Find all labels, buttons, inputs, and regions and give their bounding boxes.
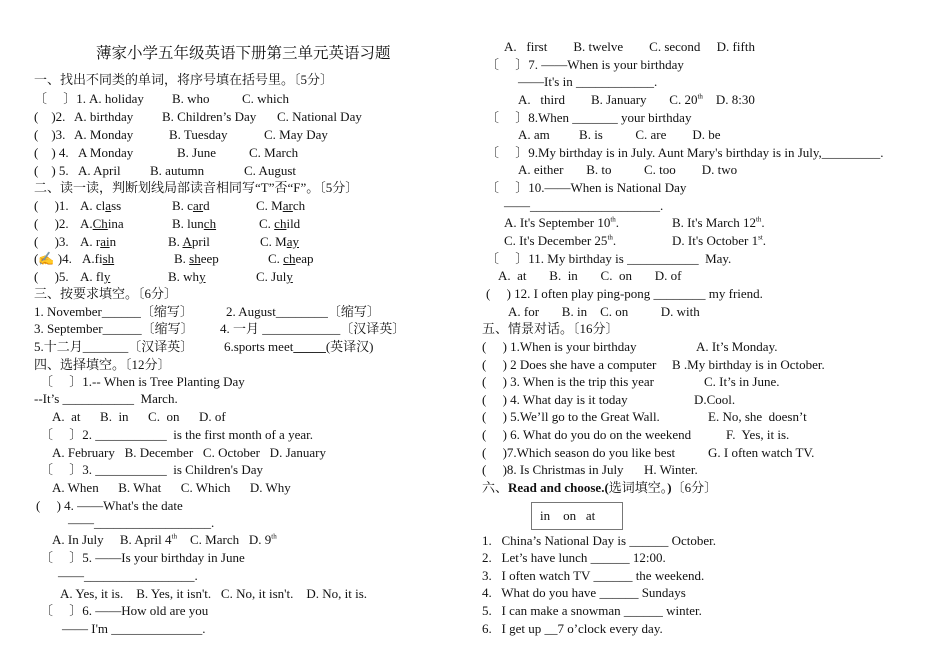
s2-option-a: A. class (80, 198, 122, 213)
s4-q10-option-b: B. It's March 12th. (672, 215, 765, 230)
s4-q1-answer: --It’s ___________ March. (34, 391, 178, 406)
s4-q3-options: A. When B. What C. Which D. Why (52, 480, 291, 495)
s6-item: 5. I can make a snowman ______ winter. (482, 603, 702, 618)
s4-q8-options: A. am B. is C. are D. be (518, 127, 721, 142)
s4-q7: 〔 〕7. ——When is your birthday (486, 57, 684, 72)
s4-q10-option-a: A. It's September 10th. (504, 215, 620, 230)
s4-q4-answer: ——__________________. (68, 515, 215, 530)
s4-q10: 〔 〕10.——When is National Day (486, 180, 687, 195)
s5-answer: C. It’s in June. (704, 374, 780, 389)
s4-q5-options: A. Yes, it is. B. Yes, it isn't. C. No, it isn't. D. No, it is. (60, 586, 367, 601)
s1-item-c: C. August (244, 163, 297, 178)
s2-option-c: C. cheap (268, 251, 314, 266)
s4-q4: ( ) 4. ——What's the date (36, 498, 183, 513)
s2-option-b: B. sheep (174, 251, 219, 266)
s1-item-a: A. holiday (89, 91, 144, 106)
s2-item-num: ( )1. (34, 198, 69, 213)
s3-item-4: 4. 一月 ____________〔汉译英〕 (220, 321, 406, 336)
s4-q10-option-d: D. It's October 1st. (672, 233, 767, 248)
s4-q10-answer: ——____________________. (504, 198, 664, 213)
s5-answer: D.Cool. (694, 392, 736, 407)
s5-question: ( ) 3. When is the trip this year (482, 374, 654, 389)
s1-item-c: C. May Day (264, 127, 328, 142)
s5-answer: A. It’s Monday. (696, 339, 778, 354)
s1-item-b: B. Tuesday (169, 127, 228, 142)
s3-item-6: 6.sports meet_____(英译汉) (224, 339, 374, 354)
s3-item-1: 1. November______〔缩写〕 (34, 304, 193, 319)
s4-q6: 〔 〕6. ——How old are you (40, 603, 209, 618)
section-6-heading: 六、Read and choose.(选词填空。)〔6分〕 (482, 480, 718, 495)
s5-question: ( ) 1.When is your birthday (482, 339, 637, 354)
s2-option-c: C. July (256, 269, 293, 284)
s1-item-a: A Monday (78, 145, 134, 160)
section-3-heading: 三、按要求填空。〔6分〕 (34, 286, 178, 301)
s3-item-3: 3. September______〔缩写〕 (34, 321, 194, 336)
s6-item: 3. I often watch TV ______ the weekend. (482, 568, 705, 583)
s1-item-b: B. who (172, 91, 210, 106)
s5-question: ( )8. Is Christmas in July (482, 462, 624, 477)
section-1-heading: 一、找出不同类的单词，将序号填在括号里。〔5分〕 (34, 72, 334, 87)
s4-q8: 〔 〕8.When _______ your birthday (486, 110, 692, 125)
section-2-heading: 二、读一读，判断划线局部读音相同写“T”否“F”。〔5分〕 (34, 180, 359, 195)
s2-item-num: ( )2. (34, 216, 69, 231)
s2-item-num: ( )3. (34, 234, 69, 249)
s5-answer: H. Winter. (644, 462, 698, 477)
s2-option-a: A. rain (80, 234, 117, 249)
s4-q2-options: A. February B. December C. October D. January (52, 445, 327, 460)
s1-item-c: C. which (242, 91, 289, 106)
s4-q6-answer: —— I'm ______________. (62, 621, 206, 636)
s1-item-c: C. National Day (277, 109, 362, 124)
s6-item: 6. I get up __7 o’clock every day. (482, 621, 663, 636)
s4-q9: 〔 〕9.My birthday is in July. Aunt Mary's birthday is in July,_________. (486, 145, 884, 160)
s6-item: 1. China’s National Day is ______ October. (482, 533, 716, 548)
s4-q1-options: A. at B. in C. on D. of (52, 409, 226, 424)
s4-q7-answer: ——It's in ____________. (518, 74, 658, 89)
s4-q7-options: A. third B. January C. 20th D. 8:30 (518, 92, 755, 107)
s4-q9-options: A. either B. to C. too D. two (518, 162, 738, 177)
section-5-heading: 五、情景对话。〔16分〕 (482, 321, 619, 336)
s2-option-b: B. lunch (172, 216, 217, 231)
s6-item: 4. What do you have ______ Sundays (482, 585, 686, 600)
s4-q5-answer: ——_________________. (58, 568, 198, 583)
s1-item-num: 〔 〕1. (34, 91, 87, 106)
s1-item-a: A. Monday (74, 127, 134, 142)
s3-item-2: 2. August________〔缩写〕 (226, 304, 380, 319)
s4-q11-options: A. at B. in C. on D. of (498, 268, 682, 283)
s4-q11: 〔 〕11. My birthday is ___________ May. (486, 251, 732, 266)
s4-q5: 〔 〕5. ——Is your birthday in June (40, 550, 245, 565)
s5-answer: B .My birthday is in October. (672, 357, 825, 372)
s1-item-c: C. March (249, 145, 299, 160)
s4-q10-option-c: C. It's December 25th. (504, 233, 617, 248)
s1-item-b: B. autumn (150, 163, 205, 178)
section-4-heading: 四、选择填空。〔12分〕 (34, 357, 171, 372)
s5-question: ( ) 6. What do you do on the weekend (482, 427, 692, 442)
s1-item-a: A. April (78, 163, 121, 178)
s2-option-c: C. child (259, 216, 301, 231)
s5-question: ( )7.Which season do you like best (482, 445, 676, 460)
s3-item-5: 5.十二月_______〔汉译英〕 (34, 339, 194, 354)
s2-option-b: B. card (172, 198, 210, 213)
s4-q6-options: A. first B. twelve C. second D. fifth (504, 39, 755, 54)
s1-item-num: ( )3. (34, 127, 66, 142)
s2-option-c: C. March (256, 198, 306, 213)
s4-q12: ( ) 12. I often play ping-pong ________ my friend. (486, 286, 763, 301)
word-box (531, 502, 623, 530)
s2-option-a: A. fly (80, 269, 111, 284)
s2-option-a: A.China (80, 216, 124, 231)
s2-item-num: (✍ )4. (34, 251, 72, 266)
s2-item-num: ( )5. (34, 269, 69, 284)
s5-answer: E. No, she doesn’t (708, 409, 807, 424)
s4-q2: 〔 〕2. ___________ is the first month of a year. (40, 427, 313, 442)
s2-option-b: B. April (168, 234, 210, 249)
s5-question: ( ) 2 Does she have a computer (482, 357, 657, 372)
s4-q1: 〔 〕1.-- When is Tree Planting Day (40, 374, 245, 389)
s1-item-num: ( ) 5. (34, 163, 69, 178)
s1-item-b: B. June (177, 145, 216, 160)
s1-item-b: B. Children’s Day (162, 109, 257, 124)
s1-item-a: A. birthday (74, 109, 134, 124)
s2-option-b: B. why (168, 269, 206, 284)
s5-question: ( ) 5.We’ll go to the Great Wall. (482, 409, 660, 424)
s5-answer: G. I often watch TV. (708, 445, 815, 460)
s4-q3: 〔 〕3. ___________ is Children's Day (40, 462, 263, 477)
s2-option-c: C. May (260, 234, 300, 249)
s1-item-num: ( ) 4. (34, 145, 69, 160)
s5-question: ( ) 4. What day is it today (482, 392, 628, 407)
s2-option-a: A.fish (82, 251, 115, 266)
s6-item: 2. Let’s have lunch ______ 12:00. (482, 550, 666, 565)
s4-q4-options: A. In July B. April 4th C. March D. 9th (52, 532, 277, 547)
s1-item-num: ( )2. (34, 109, 66, 124)
s5-answer: F. Yes, it is. (726, 427, 790, 442)
s4-q12-options: A. for B. in C. on D. with (508, 304, 700, 319)
page-title: 薄家小学五年级英语下册第三单元英语习题 (96, 45, 391, 62)
word-box-text: in on at (540, 508, 596, 523)
